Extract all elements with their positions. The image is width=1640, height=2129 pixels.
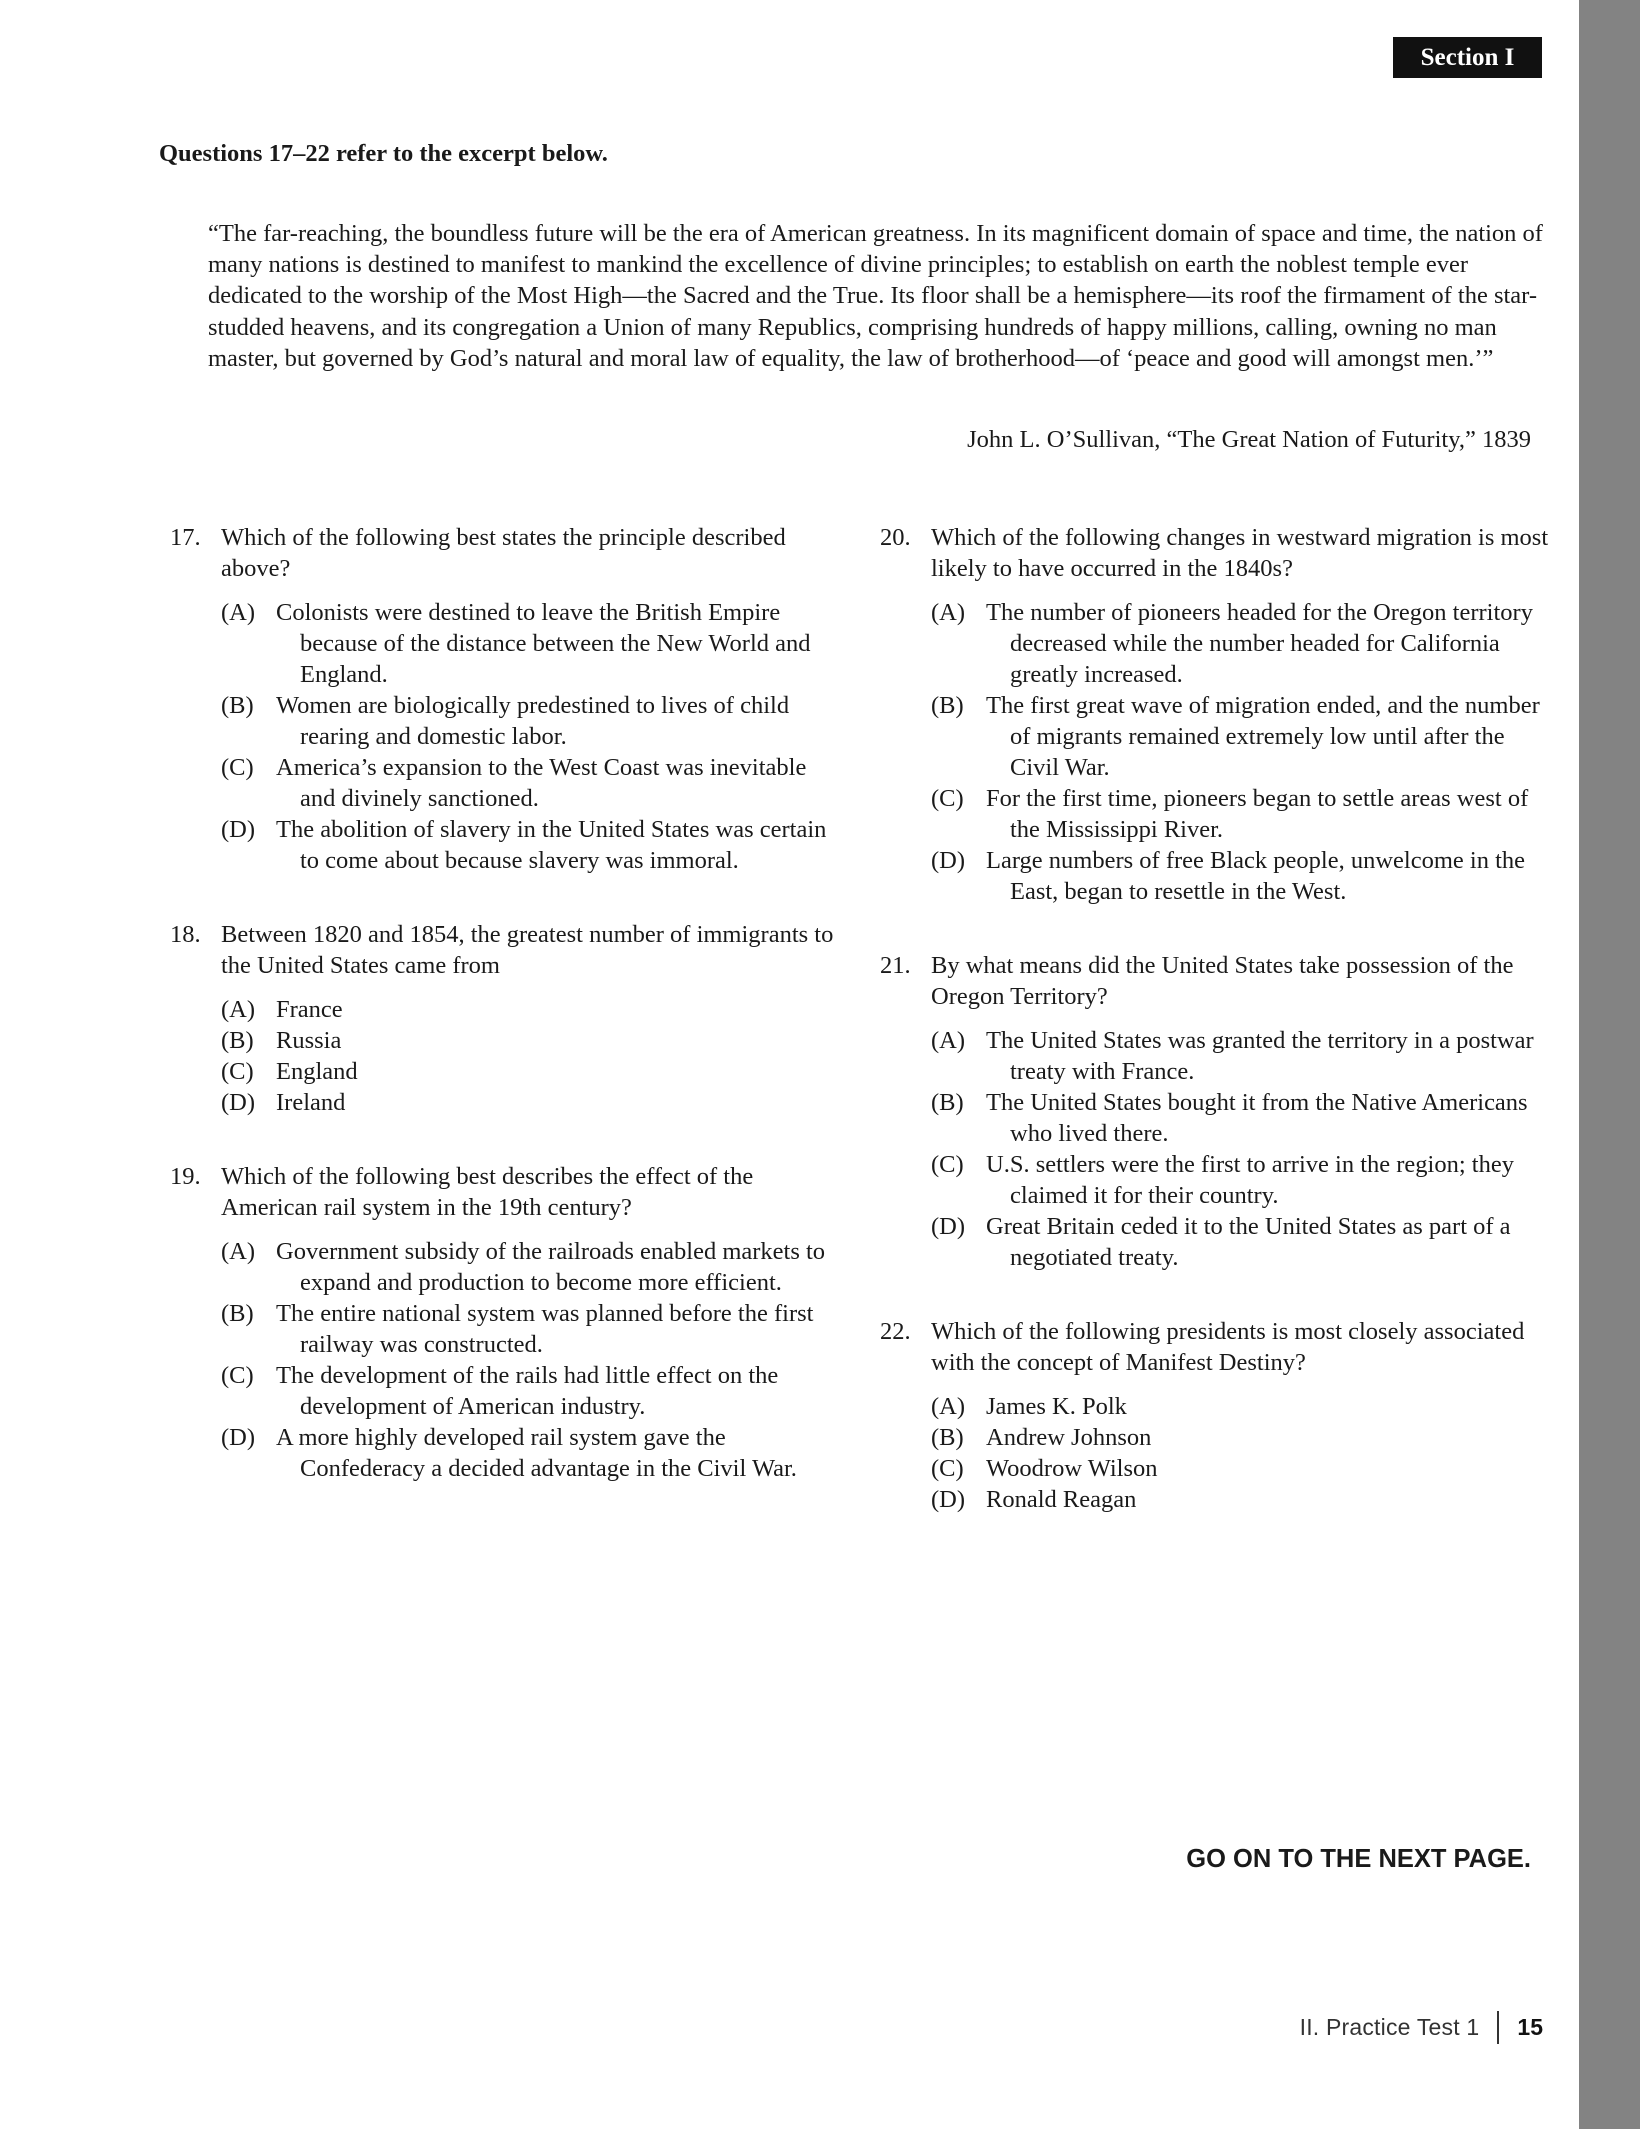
- choice-letter: (A): [221, 599, 256, 626]
- choice-letter: (B): [931, 1089, 964, 1116]
- choice-letter: (A): [931, 1393, 966, 1420]
- question-number: 19.: [170, 1163, 201, 1190]
- choice-letter: (D): [931, 1486, 966, 1513]
- choice-text: Ireland: [276, 1089, 346, 1116]
- question-text: Which of the following presidents is most closely associated with the concept of Manifest Destiny?: [931, 1318, 1525, 1376]
- answer-choice-b[interactable]: [931, 690, 1550, 783]
- choice-letter: (B): [221, 1027, 254, 1054]
- answer-choice-c[interactable]: [221, 752, 840, 814]
- choice-text: The United States was granted the territory in a postwar treaty with France.: [986, 1027, 1534, 1085]
- question-stem: [880, 522, 1550, 584]
- question-number: 20.: [880, 524, 911, 551]
- answer-choice-d[interactable]: [931, 1484, 1550, 1515]
- choice-text: Large numbers of free Black people, unwelcome in the East, began to resettle in the West.: [986, 847, 1526, 905]
- answer-choice-b[interactable]: [221, 690, 840, 752]
- choice-text: The abolition of slavery in the United States was certain to come about because slavery was immoral.: [276, 816, 827, 874]
- choice-text: Ronald Reagan: [986, 1486, 1137, 1513]
- choice-letter: (D): [221, 816, 256, 843]
- question-stem: [880, 950, 1550, 1012]
- footer-divider: [1497, 2011, 1499, 2044]
- answer-choice-c[interactable]: [221, 1360, 840, 1422]
- choice-letter: (B): [221, 692, 254, 719]
- answer-choices: [880, 1391, 1550, 1515]
- choice-text: U.S. settlers were the first to arrive in the region; they claimed it for their country.: [986, 1151, 1514, 1209]
- choice-text: Andrew Johnson: [986, 1424, 1152, 1451]
- choice-text: Russia: [276, 1027, 342, 1054]
- choice-letter: (A): [221, 996, 256, 1023]
- answer-choice-a[interactable]: [221, 597, 840, 690]
- footer-label: II. Practice Test 1: [1299, 2014, 1480, 2040]
- answer-choice-d[interactable]: [221, 814, 840, 876]
- excerpt-text: “The far-reaching, the boundless future will be the era of American greatness. In its magnificent domain of space and time, the nation of many nations is destined to manifest to mankind the excellence of divine principles; to establish on earth the noblest temple ever dedicated to the worship of the Most High—the Sacred and the True. Its floor shall be a hemisphere—its roof the firmament of the star-studded heavens, and its congregation a Union of many Republics, comprising hundreds of happy millions, calling, owning no man master, but governed by God’s natural and moral law of equality, the law of brotherhood—of ‘peace and good will amongst men.’”: [208, 220, 1543, 372]
- choice-text: Woodrow Wilson: [986, 1455, 1158, 1482]
- answer-choice-a[interactable]: [931, 1025, 1550, 1087]
- page-number: 15: [1517, 2014, 1543, 2040]
- question-number: 17.: [170, 524, 201, 551]
- answer-choices: [880, 1025, 1550, 1273]
- choice-text: The development of the rails had little effect on the development of American industry.: [276, 1362, 779, 1420]
- choice-letter: (C): [221, 754, 254, 781]
- question-number: 21.: [880, 952, 911, 979]
- choice-letter: (C): [221, 1362, 254, 1389]
- question-text: Which of the following changes in westward migration is most likely to have occurred in the 1840s?: [931, 524, 1549, 582]
- choice-text: America’s expansion to the West Coast was inevitable and divinely sanctioned.: [276, 754, 807, 812]
- question-number: 22.: [880, 1318, 911, 1345]
- choice-letter: (A): [931, 599, 966, 626]
- choice-text: Great Britain ceded it to the United States as part of a negotiated treaty.: [986, 1213, 1511, 1271]
- answer-choice-c[interactable]: [931, 1453, 1550, 1484]
- answer-choice-c[interactable]: [931, 1149, 1550, 1211]
- choice-text: The entire national system was planned before the first railway was constructed.: [276, 1300, 814, 1358]
- question-number: 18.: [170, 921, 201, 948]
- question-stem: [170, 919, 840, 981]
- choice-letter: (C): [931, 1151, 964, 1178]
- answer-choice-a[interactable]: [931, 1391, 1550, 1422]
- choice-text: Government subsidy of the railroads enabled markets to expand and production to become more efficient.: [276, 1238, 826, 1296]
- answer-choices: [170, 1236, 840, 1484]
- choice-text: James K. Polk: [986, 1393, 1127, 1420]
- question-stem: [170, 1161, 840, 1223]
- choice-text: Women are biologically predestined to lives of child rearing and domestic labor.: [276, 692, 790, 750]
- answer-choice-a[interactable]: [221, 994, 840, 1025]
- page-footer: [1300, 2011, 1543, 2044]
- question-22: [880, 1316, 1550, 1515]
- go-on-next-page: GO ON TO THE NEXT PAGE.: [1186, 1845, 1531, 1873]
- choice-letter: (D): [931, 847, 966, 874]
- question-19: [170, 1161, 840, 1484]
- choice-text: The first great wave of migration ended, and the number of migrants remained extremely low until after the Civil War.: [986, 692, 1540, 781]
- answer-choices: [170, 597, 840, 876]
- question-stem: [170, 522, 840, 584]
- choice-letter: (C): [931, 785, 964, 812]
- question-text: By what means did the United States take possession of the Oregon Territory?: [931, 952, 1514, 1010]
- side-edge-bar: [1579, 0, 1640, 2129]
- question-text: Between 1820 and 1854, the greatest number of immigrants to the United States came from: [221, 921, 834, 979]
- choice-text: For the first time, pioneers began to settle areas west of the Mississippi River.: [986, 785, 1529, 843]
- question-21: [880, 950, 1550, 1273]
- question-stem: [880, 1316, 1550, 1378]
- question-text: Which of the following best states the principle described above?: [221, 524, 786, 582]
- choice-text: France: [276, 996, 343, 1023]
- choice-text: The United States bought it from the Native Americans who lived there.: [986, 1089, 1528, 1147]
- choice-letter: (D): [221, 1089, 256, 1116]
- question-17: [170, 522, 840, 876]
- answer-choice-d[interactable]: [931, 1211, 1550, 1273]
- choice-letter: (A): [221, 1238, 256, 1265]
- answer-choice-d[interactable]: [221, 1422, 840, 1484]
- choice-letter: (D): [221, 1424, 256, 1451]
- choice-text: A more highly developed rail system gave the Confederacy a decided advantage in the Civil War.: [276, 1424, 797, 1482]
- choice-text: The number of pioneers headed for the Oregon territory decreased while the number headed for California greatly increased.: [986, 599, 1533, 688]
- question-18: [170, 919, 840, 1118]
- answer-choice-c[interactable]: [931, 783, 1550, 845]
- choice-letter: (C): [931, 1455, 964, 1482]
- question-20: [880, 522, 1550, 907]
- answer-choices: [170, 994, 840, 1118]
- section-tab: Section I: [1393, 37, 1542, 78]
- choice-text: England: [276, 1058, 358, 1085]
- left-column: [170, 522, 840, 1484]
- choice-letter: (B): [931, 1424, 964, 1451]
- choice-text: Colonists were destined to leave the British Empire because of the distance between the New World and England.: [276, 599, 811, 688]
- answer-choice-b[interactable]: [931, 1087, 1550, 1149]
- choice-letter: (B): [221, 1300, 254, 1327]
- choice-letter: (C): [221, 1058, 254, 1085]
- choice-letter: (B): [931, 692, 964, 719]
- answer-choice-d[interactable]: [931, 845, 1550, 907]
- answer-choice-b[interactable]: [221, 1298, 840, 1360]
- answer-choice-a[interactable]: [221, 1236, 840, 1298]
- answer-choice-b[interactable]: [221, 1025, 840, 1056]
- right-column: [880, 522, 1550, 1515]
- answer-choice-b[interactable]: [931, 1422, 1550, 1453]
- answer-choice-c[interactable]: [221, 1056, 840, 1087]
- answer-choice-a[interactable]: [931, 597, 1550, 690]
- excerpt-citation: John L. O’Sullivan, “The Great Nation of Futurity,” 1839: [967, 426, 1531, 453]
- answer-choice-d[interactable]: [221, 1087, 840, 1118]
- choice-letter: (A): [931, 1027, 966, 1054]
- questions-intro: Questions 17–22 refer to the excerpt below.: [159, 140, 608, 167]
- question-text: Which of the following best describes the effect of the American rail system in the 19th century?: [221, 1163, 754, 1221]
- choice-letter: (D): [931, 1213, 966, 1240]
- answer-choices: [880, 597, 1550, 907]
